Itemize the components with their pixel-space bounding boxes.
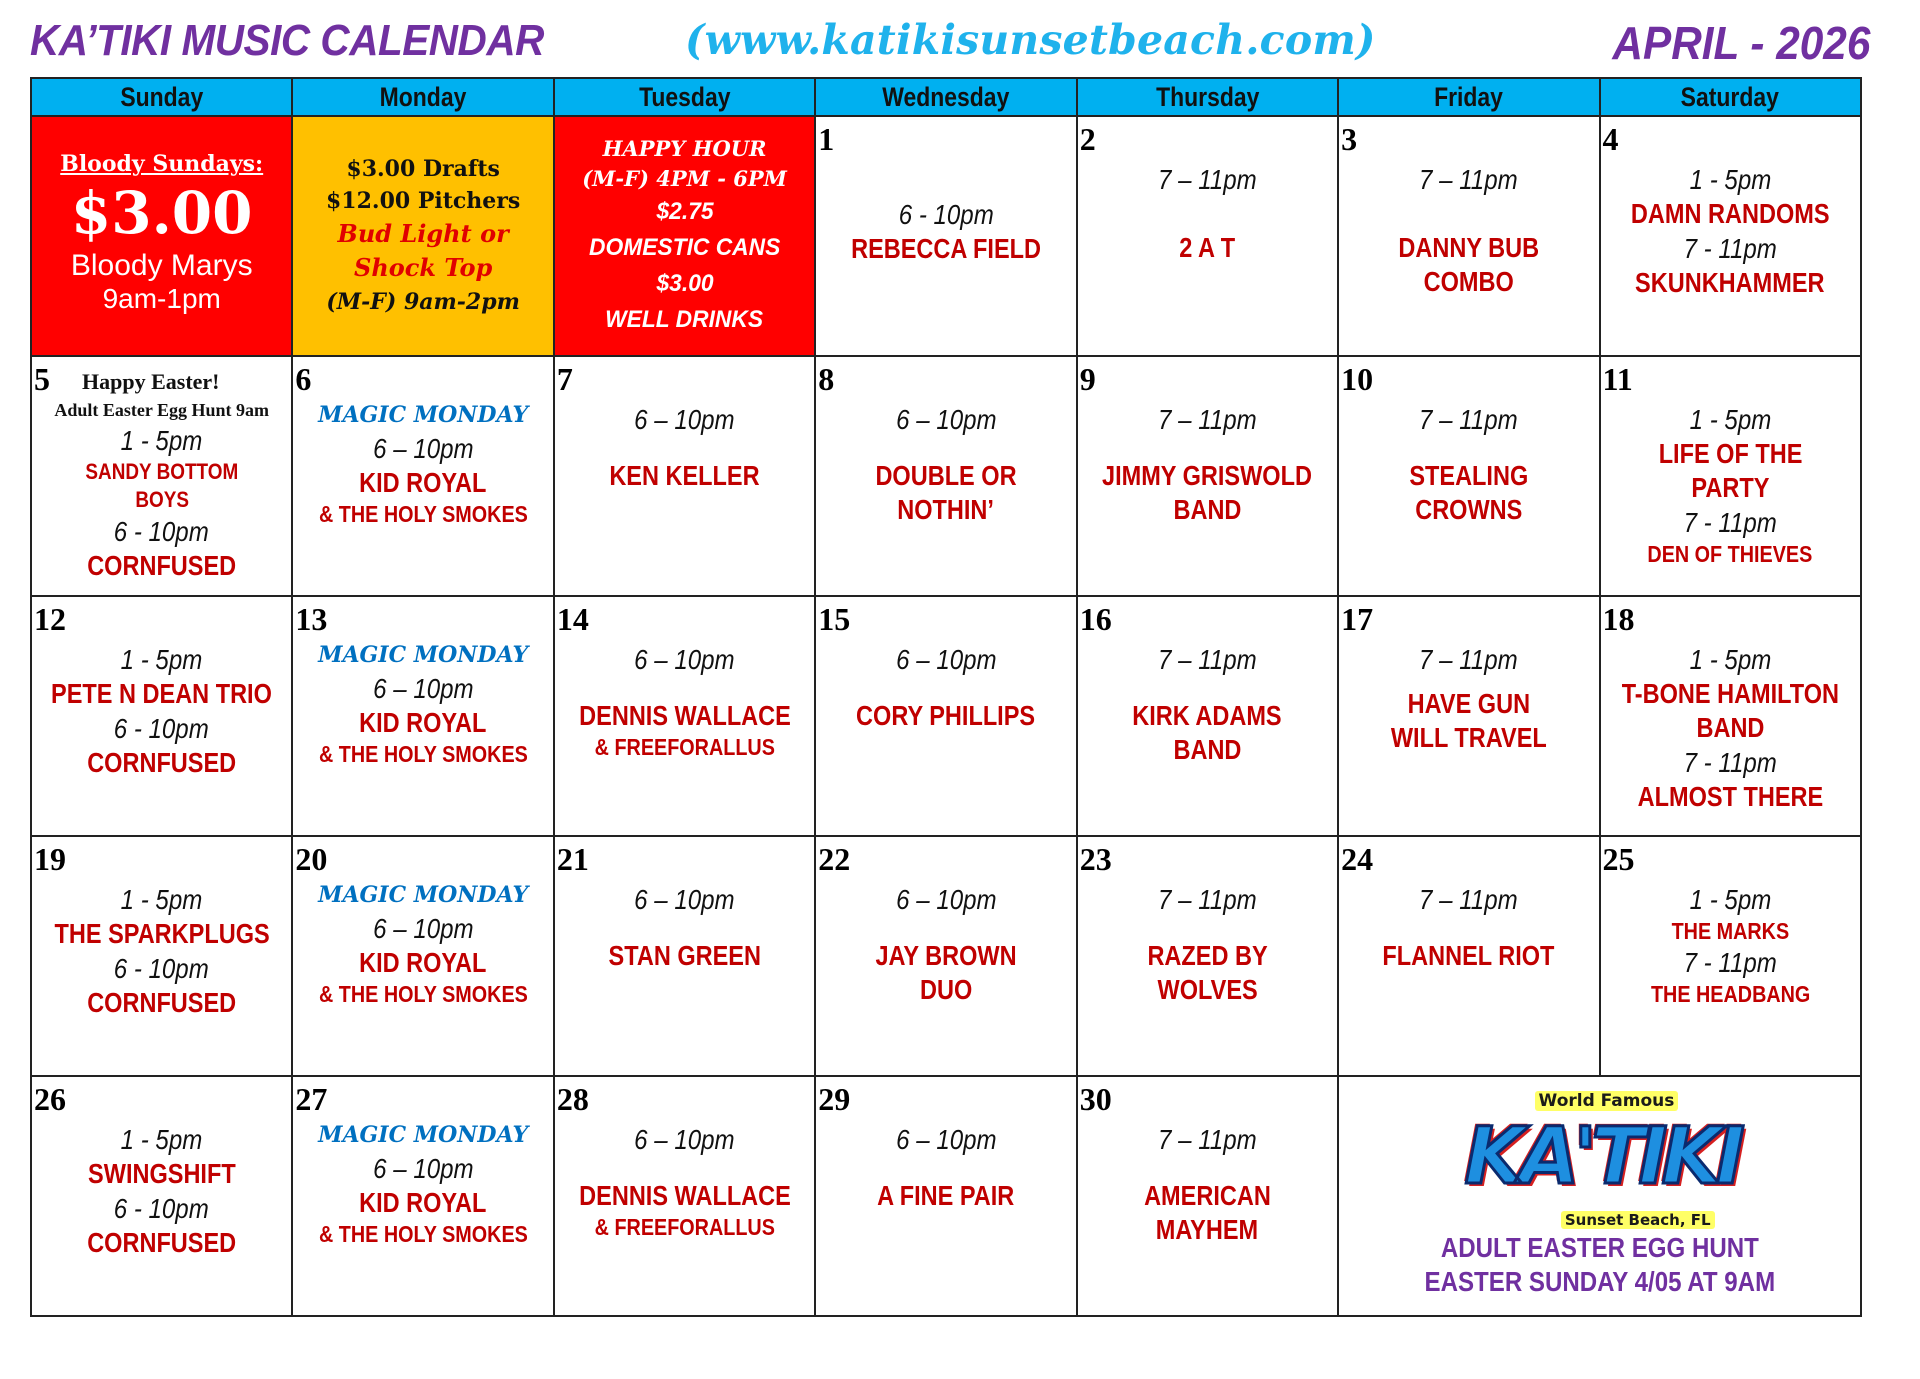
- band-name: DOUBLE OR: [875, 460, 1017, 491]
- band-name: WILL TRAVEL: [1390, 722, 1547, 753]
- event-time: 7 - 11pm: [1683, 947, 1777, 978]
- event-time: 6 - 10pm: [114, 713, 210, 744]
- promo-price: $3.00: [70, 179, 253, 247]
- band-name: KID ROYAL: [359, 707, 487, 738]
- day-number: 14: [556, 601, 589, 637]
- logo-location: Sunset Beach, FL: [1561, 1211, 1715, 1229]
- weekday-tuesday: Tuesday: [554, 78, 815, 116]
- event-time: 6 – 10pm: [895, 404, 997, 435]
- event-time: 7 - 11pm: [1683, 233, 1777, 264]
- band-name: KID ROYAL: [359, 1187, 487, 1218]
- easter-note-line2: EASTER SUNDAY 4/05 AT 9AM: [1424, 1266, 1775, 1297]
- day-number: 21: [556, 841, 589, 877]
- weekday-header-row: [31, 78, 1861, 116]
- event-time: 6 – 10pm: [634, 1124, 735, 1155]
- magic-monday-label: MAGIC MONDAY: [318, 402, 529, 428]
- band-name: THE HEADBANG: [1650, 981, 1810, 1007]
- band-name: DAMN RANDOMS: [1630, 198, 1830, 229]
- day-number: 18: [1602, 601, 1635, 637]
- promo-time: (M-F) 4PM - 6PM: [582, 166, 787, 191]
- band-name: KID ROYAL: [359, 467, 487, 498]
- band-name: SKUNKHAMMER: [1635, 267, 1825, 298]
- event-time: 6 - 10pm: [898, 199, 994, 230]
- event-time: 7 – 11pm: [1158, 164, 1257, 195]
- weekday-saturday: Saturday: [1600, 78, 1861, 116]
- logo-tagline: World Famous: [1535, 1091, 1679, 1111]
- day-cell-8[interactable]: [815, 356, 1076, 596]
- event-time: 7 – 11pm: [1419, 404, 1519, 435]
- event-time: 6 – 10pm: [372, 433, 474, 464]
- day-cell-11[interactable]: [1600, 356, 1861, 596]
- day-number: 7: [556, 361, 573, 397]
- day-cell-13[interactable]: [292, 596, 553, 836]
- band-name: REBECCA FIELD: [851, 233, 1041, 264]
- band-subtitle: & FREEFORALLUS: [594, 1214, 775, 1240]
- day-number: 4: [1602, 121, 1619, 157]
- day-cell-17[interactable]: [1338, 596, 1599, 836]
- calendar-title: KA’TIKI MUSIC CALENDAR: [30, 16, 544, 65]
- event-time: 1 - 5pm: [120, 884, 203, 915]
- band-name: DENNIS WALLACE: [578, 700, 791, 731]
- weekday-sunday: Sunday: [31, 78, 292, 116]
- event-time: 6 – 10pm: [372, 1153, 474, 1184]
- event-time: 1 - 5pm: [1689, 884, 1772, 915]
- event-time: 1 - 5pm: [120, 1124, 203, 1155]
- event-time: 7 – 11pm: [1158, 884, 1257, 915]
- band-name: NOTHIN’: [897, 494, 995, 525]
- band-name: THE MARKS: [1671, 918, 1790, 944]
- band-name: STEALING: [1409, 460, 1529, 491]
- day-number: 30: [1079, 1081, 1112, 1117]
- promo-item: DOMESTIC CANS: [588, 234, 781, 261]
- band-name: STAN GREEN: [608, 940, 761, 971]
- day-number: 1: [818, 121, 835, 157]
- band-subtitle: & THE HOLY SMOKES: [318, 501, 528, 527]
- band-name: COMBO: [1423, 266, 1514, 297]
- band-name: CORY PHILLIPS: [856, 700, 1036, 731]
- event-time: 7 - 11pm: [1683, 507, 1777, 538]
- event-time: 6 – 10pm: [372, 673, 474, 704]
- event-time: 7 – 11pm: [1158, 1124, 1257, 1155]
- event-time: 6 - 10pm: [114, 953, 210, 984]
- day-number: 20: [295, 841, 328, 877]
- day-cell-7[interactable]: [554, 356, 815, 596]
- event-time: 6 – 10pm: [895, 1124, 997, 1155]
- band-name: CORNFUSED: [87, 747, 237, 778]
- event-note: Adult Easter Egg Hunt 9am: [54, 400, 270, 420]
- promo-item: Bloody Marys: [70, 249, 253, 282]
- day-number: 13: [295, 601, 328, 637]
- promo-title: Bloody Sundays:: [60, 151, 264, 177]
- event-time: 6 – 10pm: [895, 884, 997, 915]
- band-name: PETE N DEAN TRIO: [51, 678, 273, 709]
- promo-line: $3.00 Drafts: [346, 156, 500, 182]
- band-name: DENNIS WALLACE: [578, 1180, 791, 1211]
- day-cell-15[interactable]: [815, 596, 1076, 836]
- band-name: JAY BROWN: [875, 940, 1017, 971]
- band-name: CORNFUSED: [87, 987, 237, 1018]
- band-name: HAVE GUN: [1407, 688, 1531, 719]
- band-name: CORNFUSED: [87, 1227, 237, 1258]
- promo-happy-hour: [554, 116, 815, 356]
- promo-drafts: [292, 116, 553, 356]
- band-name: DANNY BUB: [1398, 232, 1540, 263]
- day-number: 24: [1341, 841, 1374, 877]
- band-name: FLANNEL RIOT: [1382, 940, 1555, 971]
- week-row-4: [31, 836, 1861, 1076]
- day-number: 19: [34, 841, 66, 877]
- day-number: 9: [1079, 361, 1096, 397]
- day-cell-3[interactable]: [1338, 116, 1599, 356]
- event-time: 6 - 10pm: [114, 516, 210, 547]
- magic-monday-label: MAGIC MONDAY: [318, 882, 529, 908]
- day-cell-19[interactable]: [31, 836, 292, 1076]
- band-name: THE SPARKPLUGS: [54, 918, 270, 949]
- day-number: 25: [1602, 841, 1635, 877]
- event-time: 1 - 5pm: [1689, 164, 1772, 195]
- band-name: KIRK ADAMS: [1132, 700, 1283, 731]
- band-subtitle: & FREEFORALLUS: [594, 734, 775, 760]
- day-number: 22: [818, 841, 851, 877]
- day-number: 27: [295, 1081, 328, 1117]
- promo-bloody-sundays: [31, 116, 292, 356]
- day-number: 8: [818, 361, 835, 397]
- event-time: 7 – 11pm: [1158, 404, 1257, 435]
- day-cell-16[interactable]: [1077, 596, 1338, 836]
- promo-line: $12.00 Pitchers: [325, 188, 521, 214]
- promo-price: $3.00: [656, 270, 714, 297]
- band-subtitle: & THE HOLY SMOKES: [318, 1221, 528, 1247]
- day-cell-23[interactable]: [1077, 836, 1338, 1076]
- event-time: 6 – 10pm: [895, 644, 997, 675]
- logo-and-easter-note: [1338, 1076, 1861, 1316]
- logo-wordmark: KA'TIKI: [1464, 1112, 1739, 1202]
- band-name: ALMOST THERE: [1637, 781, 1824, 812]
- day-cell-25[interactable]: [1600, 836, 1861, 1076]
- day-number: 17: [1341, 601, 1374, 637]
- day-cell-28[interactable]: [554, 1076, 815, 1316]
- day-cell-5[interactable]: [31, 356, 292, 596]
- week-row-5: [31, 1076, 1861, 1316]
- band-name: MAYHEM: [1156, 1214, 1259, 1245]
- day-cell-6[interactable]: [292, 356, 553, 596]
- band-name: PARTY: [1691, 472, 1770, 503]
- magic-monday-label: MAGIC MONDAY: [318, 1122, 529, 1148]
- day-cell-12[interactable]: [31, 596, 292, 836]
- event-time: 6 – 10pm: [634, 404, 735, 435]
- day-cell-9[interactable]: [1077, 356, 1338, 596]
- band-name: SWINGSHIFT: [87, 1158, 236, 1189]
- day-cell-22[interactable]: [815, 836, 1076, 1076]
- event-time: 6 – 10pm: [372, 913, 474, 944]
- day-cell-18[interactable]: [1600, 596, 1861, 836]
- event-time: 1 - 5pm: [120, 425, 203, 456]
- easter-note-line1: ADULT EASTER EGG HUNT: [1440, 1232, 1759, 1263]
- music-calendar-grid: [30, 77, 1862, 1317]
- website-link[interactable]: (www.katikisunsetbeach.com): [685, 16, 1376, 64]
- day-number: 5: [34, 361, 50, 397]
- day-cell-20[interactable]: [292, 836, 553, 1076]
- band-name: LIFE OF THE: [1658, 438, 1803, 469]
- band-name: DUO: [919, 974, 973, 1005]
- band-name: BAND: [1696, 712, 1765, 743]
- weekday-thursday: Thursday: [1077, 78, 1338, 116]
- band-name: CROWNS: [1415, 494, 1523, 525]
- day-number: 11: [1602, 361, 1633, 397]
- day-number: 2: [1079, 121, 1096, 157]
- day-cell-2[interactable]: [1077, 116, 1338, 356]
- band-name: A FINE PAIR: [877, 1180, 1015, 1211]
- event-time: 1 - 5pm: [1689, 644, 1772, 675]
- band-name: WOLVES: [1157, 974, 1258, 1005]
- band-name: DEN OF THIEVES: [1647, 541, 1813, 567]
- day-number: 23: [1079, 841, 1112, 877]
- promo-item: WELL DRINKS: [605, 306, 764, 333]
- band-subtitle: & THE HOLY SMOKES: [318, 741, 528, 767]
- band-name: BAND: [1173, 734, 1242, 765]
- day-cell-21[interactable]: [554, 836, 815, 1076]
- event-time: 6 - 10pm: [114, 1193, 210, 1224]
- band-name: BOYS: [134, 487, 189, 512]
- event-time: 1 - 5pm: [1689, 404, 1772, 435]
- day-number: 3: [1341, 121, 1358, 157]
- event-time: 6 – 10pm: [634, 884, 735, 915]
- magic-monday-label: MAGIC MONDAY: [318, 642, 529, 668]
- week-row-2: [31, 356, 1861, 596]
- weekday-monday: Monday: [292, 78, 553, 116]
- promo-time: (M-F) 9am-2pm: [326, 289, 520, 315]
- band-name: 2 A T: [1179, 232, 1236, 263]
- day-number: 15: [818, 601, 851, 637]
- holiday-label: Happy Easter!: [82, 369, 220, 394]
- band-name: KEN KELLER: [609, 460, 760, 491]
- promo-price: $2.75: [656, 198, 714, 225]
- day-cell-1[interactable]: [815, 116, 1076, 356]
- day-cell-24[interactable]: [1338, 836, 1599, 1076]
- band-name: BAND: [1173, 494, 1242, 525]
- event-time: 7 – 11pm: [1419, 644, 1519, 675]
- weekday-wednesday: Wednesday: [815, 78, 1076, 116]
- day-number: 10: [1341, 361, 1374, 397]
- weekday-friday: Friday: [1338, 78, 1599, 116]
- band-name: KID ROYAL: [359, 947, 487, 978]
- band-name: CORNFUSED: [87, 550, 237, 581]
- promo-line: Bud Light or: [337, 219, 509, 248]
- katiki-logo: [1464, 1091, 1739, 1231]
- promo-line: Shock Top: [353, 253, 493, 282]
- week-row-3: [31, 596, 1861, 836]
- band-name: JIMMY GRISWOLD: [1102, 460, 1313, 491]
- band-name: T-BONE HAMILTON: [1621, 678, 1839, 709]
- day-cell-14[interactable]: [554, 596, 815, 836]
- event-time: 7 – 11pm: [1419, 884, 1519, 915]
- day-cell-26[interactable]: [31, 1076, 292, 1316]
- day-number: 28: [556, 1081, 589, 1117]
- day-number: 6: [295, 361, 312, 397]
- band-subtitle: & THE HOLY SMOKES: [318, 981, 528, 1007]
- month-label: APRIL - 2026: [1612, 17, 1870, 69]
- day-cell-4[interactable]: [1600, 116, 1861, 356]
- day-cell-30[interactable]: [1077, 1076, 1338, 1316]
- day-number: 26: [34, 1081, 66, 1117]
- day-number: 12: [34, 601, 66, 637]
- event-time: 6 – 10pm: [634, 644, 735, 675]
- day-cell-27[interactable]: [292, 1076, 553, 1316]
- band-name: RAZED BY: [1147, 940, 1268, 971]
- day-number: 16: [1079, 601, 1112, 637]
- promo-time: 9am-1pm: [102, 283, 221, 314]
- event-time: 1 - 5pm: [120, 644, 203, 675]
- day-cell-10[interactable]: [1338, 356, 1599, 596]
- week-row-1: [31, 116, 1861, 356]
- promo-title: HAPPY HOUR: [602, 136, 767, 161]
- event-time: 7 - 11pm: [1683, 747, 1777, 778]
- band-name: SANDY BOTTOM: [85, 459, 239, 484]
- band-name: AMERICAN: [1144, 1180, 1271, 1211]
- day-cell-29[interactable]: [815, 1076, 1076, 1316]
- day-number: 29: [818, 1081, 851, 1117]
- event-time: 7 – 11pm: [1158, 644, 1257, 675]
- event-time: 7 – 11pm: [1419, 164, 1519, 195]
- title-bar: [30, 12, 1870, 72]
